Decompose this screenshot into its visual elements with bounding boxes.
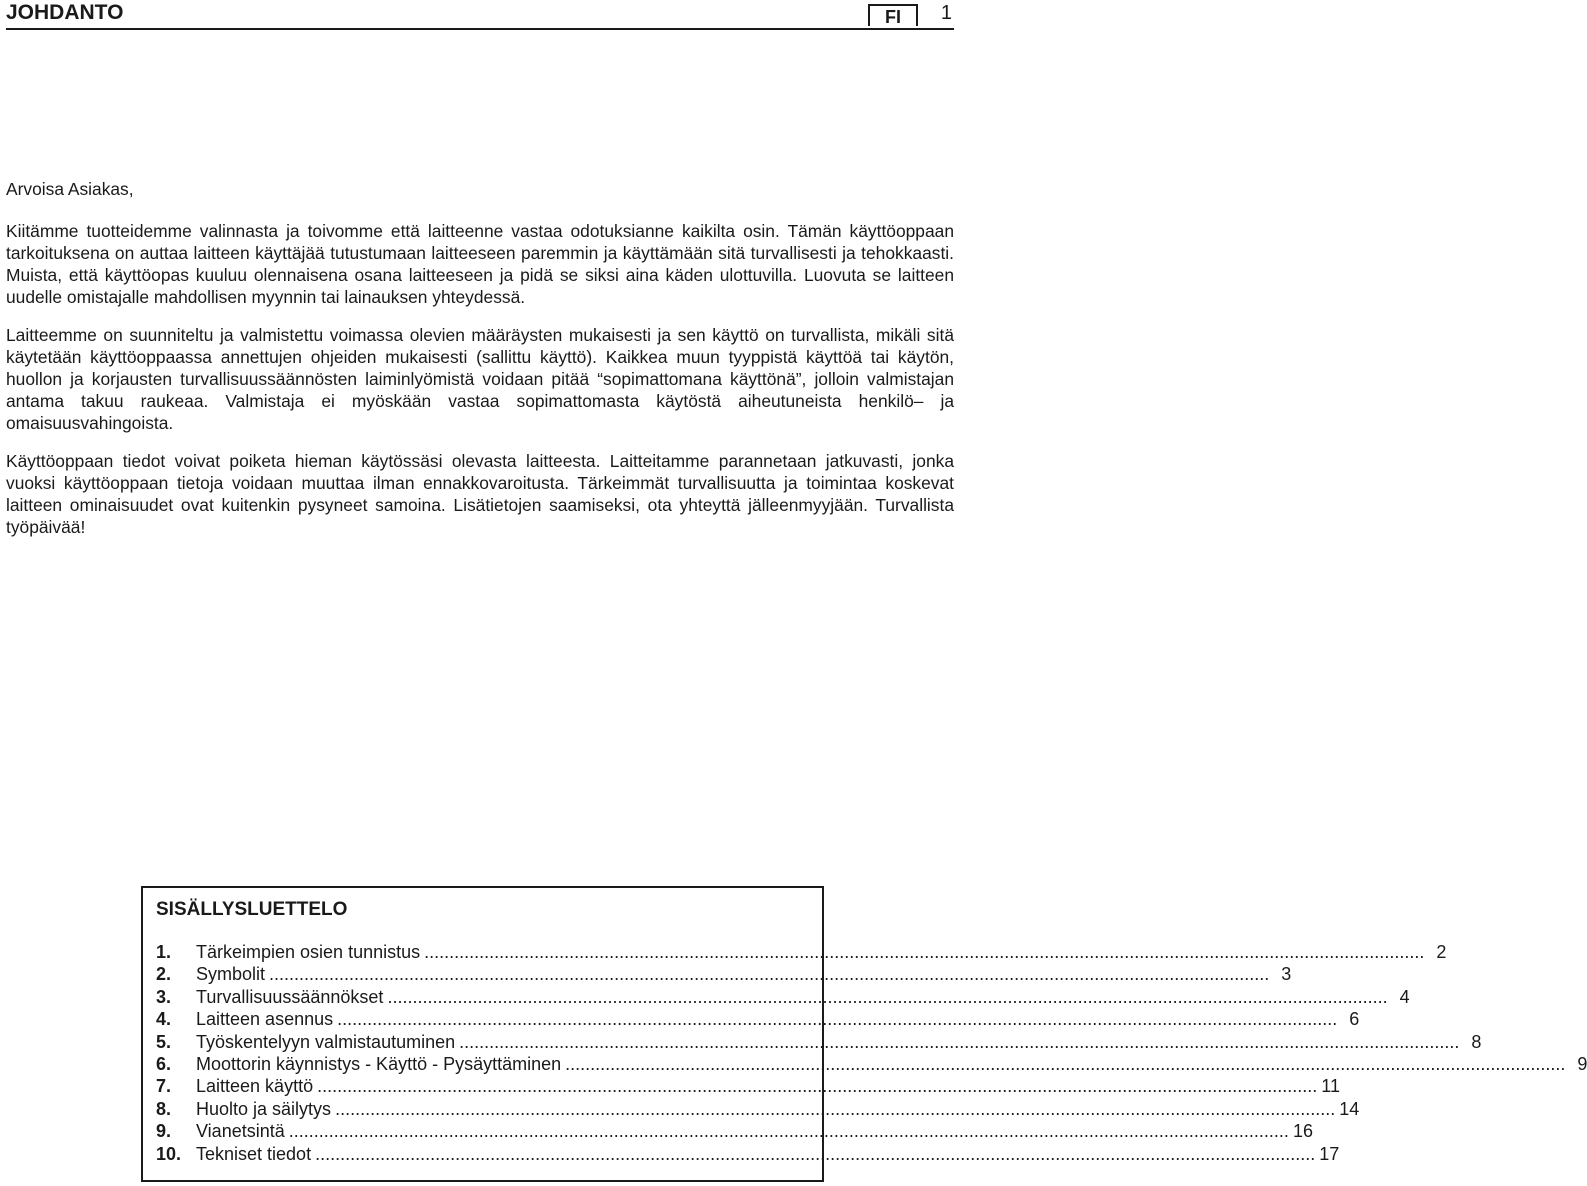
toc-item-number: 4. <box>156 1009 172 1030</box>
toc-item-number: 6. <box>156 1053 172 1074</box>
language-tab: FI <box>868 4 918 26</box>
toc-item-number: 7. <box>156 1076 172 1097</box>
page-header <box>6 0 954 30</box>
paragraph-compliance: Laitteemme on suunniteltu ja valmistettu voimassa olevien määräysten mukaisesti ja sen käyttö on turvallista, mikäli sitä käytetään käyttöoppaassa annettujen ohjeiden mukaisesti (sallittu käyttö). Kaikkea muun tyyppistä käyttöä tai käytön, huollon ja korjausten turvallisuussäännösten laiminlyömistä voidaan pitää “sopimattomana käyttönä”, jolloin valmistajan antama takuu raukeaa. Valmistaja ei myöskään vastaa sopimattomasta käytöstä aiheutuneista henkilö– ja omaisuusvahingoista. <box>6 325 954 433</box>
toc-item-page: 6 <box>1349 1009 1360 1030</box>
toc-item-number: 2. <box>156 964 172 985</box>
paragraph-thanks: Kiitämme tuotteidemme valinnasta ja toivomme että laitteenne vastaa odotuksianne kaikilta osin. Tämän käyttöoppaan tarkoituksena on auttaa laitteen käyttäjää tutustumaan laitteeseen paremmin ja käyttämään sitä turvallisesti ja tehokkaasti. Muista, että käyttöopas kuuluu olennaisena osana laitteeseen ja pidä se siksi aina käden ulottuvilla. Luovuta se laitteen uudelle omistajalle mahdollisen myynnin tai lainauksen yhteydessä. <box>6 221 954 307</box>
toc-item[interactable] <box>156 963 1292 985</box>
toc-item-label: Työskentelyyn valmistautuminen <box>196 1031 456 1052</box>
toc-item-number: 3. <box>156 986 172 1007</box>
toc-item[interactable] <box>156 1053 1587 1075</box>
toc-item-page: 3 <box>1281 964 1292 985</box>
toc-item-number: 1. <box>156 942 172 962</box>
toc-leader-dots: ........................................................................................................................................................................................................ <box>337 1009 1338 1030</box>
page-number: 1 <box>940 2 952 24</box>
toc-item[interactable] <box>156 941 1447 963</box>
intro-text <box>6 178 954 554</box>
toc-item-number: 10. <box>156 1143 182 1164</box>
toc-leader-dots: ........................................................................................................................................................................................................ <box>387 986 1388 1007</box>
toc-item[interactable] <box>156 1120 1313 1142</box>
toc-item-page: 4 <box>1399 986 1410 1007</box>
toc-item[interactable] <box>156 1143 1340 1165</box>
table-of-contents <box>141 886 1587 1182</box>
toc-item[interactable] <box>156 1008 1360 1030</box>
toc-item[interactable] <box>156 986 1410 1008</box>
toc-item-page: 17 <box>1319 1143 1340 1164</box>
greeting: Arvoisa Asiakas, <box>6 179 134 199</box>
toc-leader-dots: ........................................................................................................................................................................................................ <box>565 1053 1566 1074</box>
toc-title: SISÄLLYSLUETTELO <box>156 899 348 920</box>
toc-item-label: Turvallisuussäännökset <box>196 986 384 1007</box>
toc-item-label: Vianetsintä <box>196 1121 285 1142</box>
toc-leader-dots: ........................................................................................................................................................................................................ <box>317 1076 1318 1097</box>
toc-item[interactable] <box>156 1075 1340 1097</box>
toc-list <box>156 941 1587 1165</box>
toc-item-page: 16 <box>1292 1121 1313 1142</box>
toc-item-page: 8 <box>1471 1031 1482 1052</box>
toc-item-page: 11 <box>1321 1076 1340 1097</box>
toc-leader-dots: ........................................................................................................................................................................................................ <box>288 1121 1289 1142</box>
toc-item-page: 14 <box>1339 1098 1360 1119</box>
toc-item-page: 2 <box>1436 942 1447 962</box>
toc-item-label: Moottorin käynnistys - Käyttö - Pysäyttäminen <box>196 1053 562 1074</box>
section-title: JOHDANTO <box>6 1 124 24</box>
toc-item[interactable] <box>156 1098 1360 1120</box>
toc-item-number: 9. <box>156 1121 172 1142</box>
toc-item[interactable] <box>156 1031 1482 1053</box>
toc-leader-dots: ........................................................................................................................................................................................................ <box>459 1031 1460 1052</box>
toc-item-number: 8. <box>156 1098 172 1119</box>
toc-item-label: Laitteen asennus <box>196 1009 334 1030</box>
toc-item-page: 9 <box>1577 1053 1587 1074</box>
toc-item-label: Huolto ja säilytys <box>196 1098 332 1119</box>
paragraph-disclaimer: Käyttöoppaan tiedot voivat poiketa hieman käytössäsi olevasta laitteesta. Laitteitamme parannetaan jatkuvasti, jonka vuoksi käyttöoppaan tietoja voidaan muuttaa ilman ennakkovaroitusta. Tärkeimmät turvallisuutta ja toimintaa koskevat laitteen ominaisuudet ovat kuitenkin pysyneet samoina. Lisätietojen saamiseksi, ota yhteyttä jälleenmyyjään. Turvallista työpäivää! <box>6 451 954 537</box>
toc-leader-dots: ........................................................................................................................................................................................................ <box>269 964 1270 985</box>
toc-leader-dots: ........................................................................................................................................................................................................ <box>424 942 1425 962</box>
toc-leader-dots: ........................................................................................................................................................................................................ <box>335 1098 1336 1119</box>
toc-item-number: 5. <box>156 1031 172 1052</box>
toc-item-label: Symbolit <box>196 964 266 985</box>
toc-item-label: Tekniset tiedot <box>196 1143 312 1164</box>
toc-item-label: Laitteen käyttö <box>196 1076 314 1097</box>
toc-item-label: Tärkeimpien osien tunnistus <box>196 942 421 962</box>
toc-leader-dots: ........................................................................................................................................................................................................ <box>315 1143 1316 1164</box>
